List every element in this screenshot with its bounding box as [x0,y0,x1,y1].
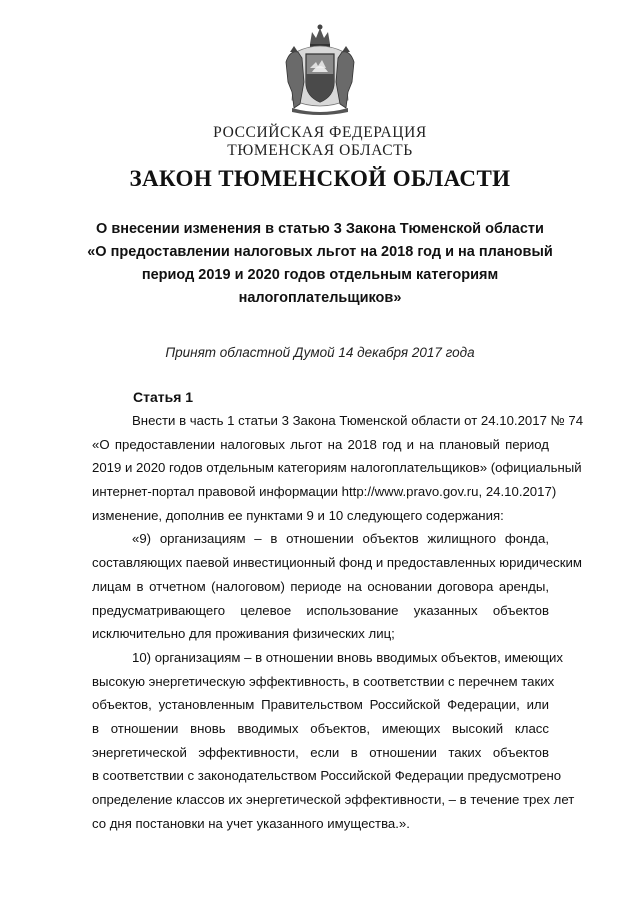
law-title: ЗАКОН ТЮМЕНСКОЙ ОБЛАСТИ [129,166,511,191]
article-body [92,409,584,835]
body-line: Внести в часть 1 статьи 3 Закона Тюменской области от 24.10.2017 № 74 [132,413,584,428]
body-line: в соответствии с законодательством Российской Федерации предусмотрено [92,768,562,784]
body-line: изменение, дополнив ее пунктами 9 и 10 следующего содержания: [92,507,504,523]
body-line: предусматривающего целевое использование указанных объектов [92,602,549,618]
body-line: «О предоставлении налоговых льгот на 2018 год и на плановый период [92,436,549,452]
subject-line: период 2019 и 2020 годов отдельным категориям [141,267,499,283]
law-subject [70,218,570,310]
body-line: «9) организациям – в отношении объектов жилищного фонда, [132,531,549,547]
body-line: составляющих паевой инвестиционный фонд и предоставленных юридическим [92,555,582,571]
body-line: определение классов их энергетической эффективности, – в течение трех лет [92,792,575,807]
article-heading: Статья 1 [133,389,194,405]
subject-line: «О предоставлении налоговых льгот на 2018 год и на плановый [87,244,553,260]
region-name: ТЮМЕНСКАЯ ОБЛАСТЬ [227,142,413,159]
body-line: энергетической эффективности, если в отношении таких объектов [92,744,549,760]
body-line: 2019 и 2020 годов отдельным категориям налогоплательщиков» (официальный [92,460,582,476]
body-line: лицам в отчетном (налоговом) периоде на основании договора аренды, [92,578,549,594]
body-line: со дня постановки на учет указанного имущества.». [92,815,410,831]
coat-of-arms-emblem [282,22,358,116]
body-line: исключительно для проживания физических лиц; [92,626,395,642]
adoption-note: Принят областной Думой 14 декабря 2017 года [165,345,475,360]
body-line: 10) организациям – в отношении вновь вводимых объектов, имеющих [132,649,563,665]
subject-line: налогоплательщиков» [238,290,402,306]
body-line: интернет-портал правовой информации http://www.pravo.gov.ru, 24.10.2017) [92,484,557,500]
body-line: объектов, установленным Правительством Российской Федерации, или [92,697,549,713]
body-line: высокую энергетическую эффективность, в соответствии с перечнем таких [92,673,555,689]
country-name: РОССИЙСКАЯ ФЕДЕРАЦИЯ [213,124,427,141]
body-line: в отношении вновь вводимых объектов, имеющих высокий класс [92,720,549,736]
subject-line: О внесении изменения в статью 3 Закона Тюменской области [96,221,544,237]
